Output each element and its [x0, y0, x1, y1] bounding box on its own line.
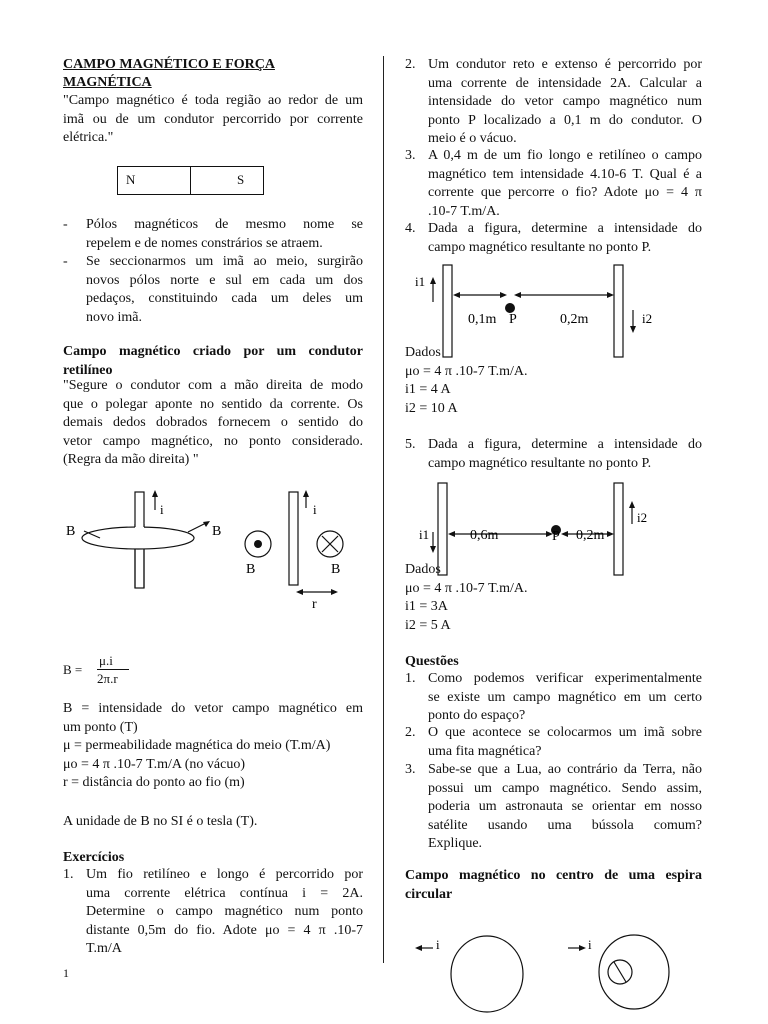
- distance-2-label: 0,2m: [560, 312, 589, 327]
- definition-text: "Campo magnético é toda região ao redor de um imã ou de um condutor percorrido por corrente elétrica.": [63, 93, 363, 145]
- field-out-label: B: [246, 562, 256, 577]
- field-formula: [63, 652, 153, 692]
- page-number: 1: [63, 966, 69, 980]
- field-label-left: B: [66, 524, 76, 539]
- section-heading-wire: Campo magnético criado por um condutor retilíneo: [63, 344, 363, 378]
- question-3: 3. Sabe-se que a Lua, ao contrário da Terra, não possui um campo magnético. Sendo assim, poderia um astronauta se orientar em nosso satélite usando uma bússola comum? Explique.: [405, 762, 702, 851]
- current-2-label: i2: [642, 311, 653, 326]
- unit-sentence: A unidade de B no SI é o tesla (T).: [63, 814, 258, 829]
- point-p-label: P: [552, 529, 560, 544]
- current-label: i: [160, 502, 164, 517]
- symbol-definitions: B = intensidade do vetor campo magnético em um ponto (T) μ = permeabilidade magnética do meio (T.m/A) μo = 4 π .10-7 T.m/A (no vácuo) r = distância do ponto ao fio (m): [63, 701, 363, 790]
- exercise-5: 5. Dada a figura, determine a intensidade do campo magnético resultante no ponto P.: [405, 437, 702, 471]
- question-2: 2. O que acontece se colocarmos um imã sobre uma fita magnética?: [405, 725, 702, 759]
- distance-label: r: [312, 597, 317, 612]
- current-label-2: i: [313, 502, 317, 517]
- distance-1-label: 0,6m: [470, 528, 499, 543]
- exercise-2: 2. Um condutor reto e extenso é percorrido por uma corrente de intensidade 2A. Calcular a intensidade do vetor campo magnético num ponto P localizado a 0,1 m do condutor. O meio é o vácuo.: [405, 57, 702, 146]
- column-divider: [383, 56, 384, 963]
- formula-denominator: 2π.r: [97, 671, 118, 686]
- questions-heading: Questões: [405, 654, 459, 669]
- exercise-4-data: Dados μo = 4 π .10-7 T.m/A. i1 = 4 A i2 = 10 A: [405, 345, 528, 416]
- wire-side-view: [289, 492, 298, 585]
- question-1: 1. Como podemos verificar experimentalmente se existe um campo magnético em um certo ponto do espaço?: [405, 671, 702, 723]
- bullet-cut-magnet: - Se seccionarmos um imã ao meio, surgirão novos pólos norte e sul em cada um dos pedaços, constituindo cada um deles um novo imã.: [63, 254, 363, 325]
- exercises-heading: Exercícios: [63, 850, 125, 865]
- exercise-1: 1. Um fio retilíneo e longo é percorrido por uma corrente elétrica contínua i = 2A. Determine o campo magnético num ponto distante 0,5m do fio. Adote μo = 4 π .10-7 T.m/A: [63, 867, 363, 956]
- distance-2-label: 0,2m: [576, 528, 605, 543]
- exercise-4: 4. Dada a figura, determine a intensidade do campo magnético resultante no ponto P.: [405, 221, 702, 255]
- loop-current-right-label: i: [588, 937, 592, 952]
- current-1-label: i1: [415, 274, 426, 289]
- right-hand-rule-text: "Segure o condutor com a mão direita de modo que o polegar aponte no sentido da corrente. Os demais dedos dobrados fornecem o sentido do vetor campo magnético, no ponto considerado. (Regra da mão direita) ": [63, 378, 363, 467]
- south-pole-label: S: [237, 172, 245, 187]
- circular-loop-figure: [405, 928, 705, 1020]
- page-title-line-2: MAGNÉTICA: [63, 75, 152, 90]
- loop-current-left-label: i: [436, 937, 440, 952]
- point-p-label: P: [509, 312, 517, 327]
- formula-numerator: μ.i: [99, 653, 113, 668]
- loop-left: [451, 936, 523, 1012]
- current-1-label: i1: [419, 527, 430, 542]
- field-label-right: B: [212, 524, 222, 539]
- current-2-label: i2: [637, 510, 648, 525]
- page-title-line-1: CAMPO MAGNÉTICO E FORÇA: [63, 57, 275, 72]
- exercise-3: 3. A 0,4 m de um fio longo e retilíneo o campo magnético tem intensidade 4.10-6 T. Qual é a corrente que percorre o fio? Adote μo = 4 π .10-7 T.m/A.: [405, 148, 702, 219]
- field-in-label: B: [331, 562, 341, 577]
- loop-section-heading: Campo magnético no centro de uma espira circular: [405, 868, 702, 902]
- bullet-poles: - Pólos magnéticos de mesmo nome se repelem e de nomes constrários se atraem.: [63, 217, 363, 251]
- distance-1-label: 0,1m: [468, 312, 497, 327]
- exercise-5-data: Dados μo = 4 π .10-7 T.m/A. i1 = 3A i2 = 5 A: [405, 562, 528, 633]
- north-pole-label: N: [126, 172, 136, 187]
- bar-magnet: [117, 166, 264, 195]
- formula-lhs: B =: [63, 662, 83, 677]
- straight-wire-figure: [60, 486, 370, 616]
